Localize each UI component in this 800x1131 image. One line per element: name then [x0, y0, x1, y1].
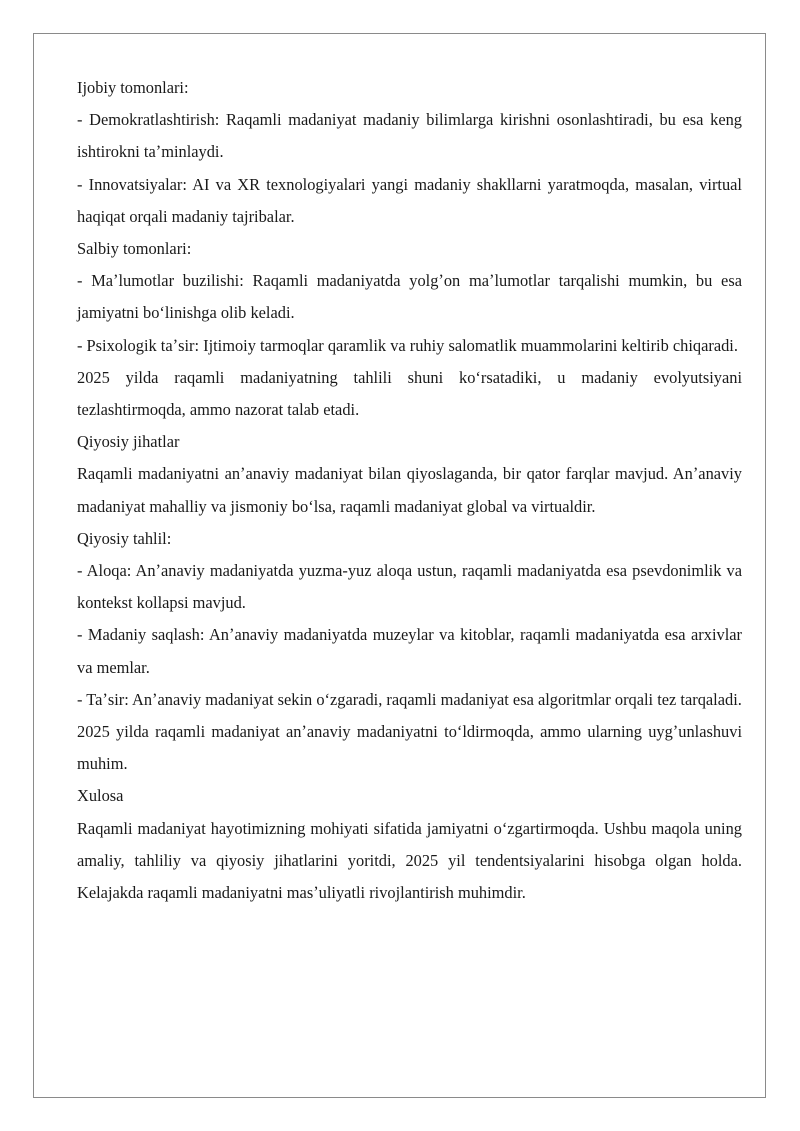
paragraph-comparison-intro: Raqamli madaniyatni anʼanaviy madaniyat bilan qiyoslaganda, bir qator farqlar mavjud. Anʼanaviy madaniyat mahalliy va jismoniy boʻlsa, raqamli madaniyat global va virtualdir. — [77, 464, 742, 516]
heading-conclusion: Xulosa — [77, 786, 124, 806]
paragraph-influence: - Taʼsir: Anʼanaviy madaniyat sekin oʻzgaradi, raqamli madaniyat esa algoritmlar orqali tez tarqaladi. — [77, 689, 742, 709]
paragraph-psychological-impact: - Psixologik taʼsir: Ijtimoiy tarmoqlar qaramlik va ruhiy salomatlik muammolarini keltirib chiqaradi. — [77, 335, 738, 355]
heading-comparative-aspects: Qiyosiy jihatlar — [77, 432, 180, 452]
paragraph-cultural-preservation: - Madaniy saqlash: Anʼanaviy madaniyatda muzeylar va kitoblar, raqamli madaniyatda esa arxivlar va memlar. — [77, 625, 742, 677]
paragraph-democratization: - Demokratlashtirish: Raqamli madaniyat madaniy bilimlarga kirishni osonlashtiradi, bu esa keng ishtirokni taʼminlaydi. — [77, 110, 742, 162]
paragraph-innovations: - Innovatsiyalar: AI va XR texnologiyalari yangi madaniy shakllarni yaratmoqda, masalan, virtual haqiqat orqali madaniy tajribalar. — [77, 174, 742, 226]
heading-comparative-analysis: Qiyosiy tahlil: — [77, 528, 172, 548]
paragraph-complement-2025: 2025 yilda raqamli madaniyat anʼanaviy madaniyatni toʻldirmoqda, ammo ularning uygʼunlashuvi muhim. — [77, 722, 742, 774]
heading-positive-sides: Ijobiy tomonlari: — [77, 78, 189, 97]
paragraph-communication: - Aloqa: Anʼanaviy madaniyatda yuzma-yuz aloqa ustun, raqamli madaniyatda esa psevdonimlik va kontekst kollapsi mavjud. — [77, 561, 742, 613]
document-body — [77, 72, 742, 909]
paragraph-misinformation: - Maʼlumotlar buzilishi: Raqamli madaniyatda yolgʼon maʼlumotlar tarqalishi mumkin, bu esa jamiyatni boʻlinishga olib keladi. — [77, 271, 742, 323]
paragraph-conclusion: Raqamli madaniyat hayotimizning mohiyati sifatida jamiyatni oʻzgartirmoqda. Ushbu maqola uning amaliy, tahliliy va qiyosiy jihatlarini yoritdi, 2025 yil tendentsiyalarini hisobga olgan holda. Kelajakda raqamli madaniyatni masʼuliyatli rivojlantirish muhimdir. — [77, 818, 742, 903]
heading-negative-sides: Salbiy tomonlari: — [77, 239, 192, 259]
paragraph-analysis-2025: 2025 yilda raqamli madaniyatning tahlili shuni koʻrsatadiki, u madaniy evolyutsiyani tezlashtirmoqda, ammo nazorat talab etadi. — [77, 367, 742, 420]
